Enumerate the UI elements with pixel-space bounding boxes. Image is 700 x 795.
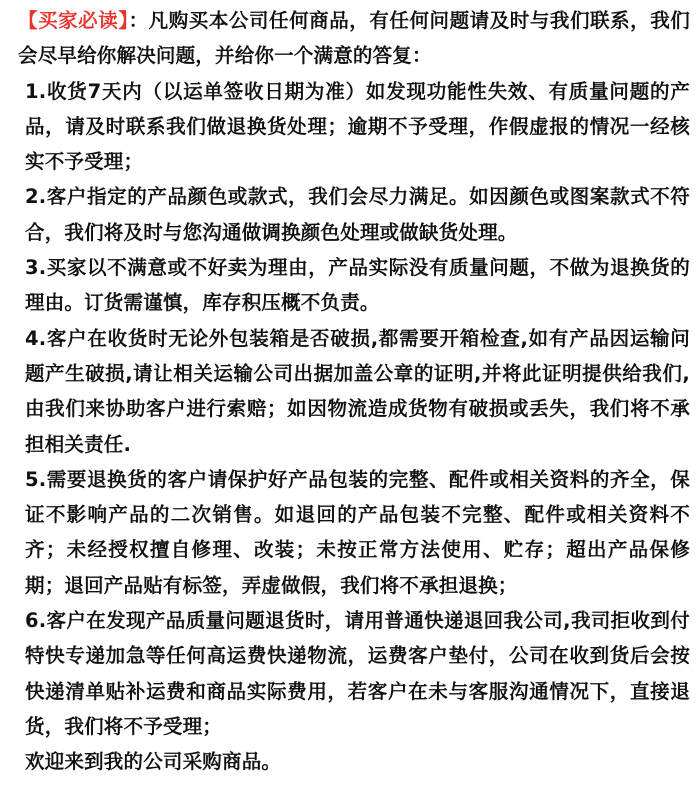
notice-intro xyxy=(18,3,690,74)
notice-closing: 欢迎来到我的公司采购商品。 xyxy=(25,750,282,774)
notice-item-1: 1.收货7天内（以运单签收日期为准）如发现功能性失效、有质量问题的产品，请及时联系我们做退换货处理；逾期不予受理，作假虚报的情况一经核实不予受理； xyxy=(25,79,690,174)
notice-item-5: 5.需要退换货的客户请保护好产品包装的完整、配件或相关资料的齐全，保证不影响产品的二次销售。如退回的产品包装不完整、配件或相关资料不齐；未经授权擅自修理、改装；未按正常方法使用、贮存；超出产品保修期；退回产品贴有标签，弄虚做假，我们将不承担退换； xyxy=(25,467,690,597)
notice-item-6: 6.客户在发现产品质量问题退货时，请用普通快递退回我公司,我司拒收到付特快专递加急等任何高运费快递物流，运费客户垫付，公司在收到货后会按快递清单贴补运费和商品实际费用，若客户在未与客服沟通情况下，直接退货，我们将不予受理； xyxy=(25,609,690,738)
notice-item-2: 2.客户指定的产品颜色或款式，我们会尽力满足。如因颜色或图案款式不符合，我们将及时与您沟通做调换颜色处理或做缺货处理。 xyxy=(25,185,690,244)
title-close-bracket: 】 xyxy=(118,9,129,32)
title-open-bracket: 【 xyxy=(18,9,39,32)
intro-text: ：凡购买本公司任何商品，有任何问题请及时与我们联系，我们会尽早给你解决问题，并给你一个满意的答复： xyxy=(18,9,690,68)
notice-item-4: 4.客户在收货时无论外包装箱是否破损,都需要开箱检查,如有产品因运输问题产生破损,请让相关运输公司出据加盖公章的证明,并将此证明提供给我们,由我们来协助客户进行索赔；如因物流造成货物有破损或丢失，我们将不承担相关责任. xyxy=(25,326,690,456)
notice-title: 买家必读 xyxy=(38,9,119,32)
notice-item-3: 3.买家以不满意或不好卖为理由，产品实际没有质量问题，不做为退换货的理由。订货需谨慎，库存积压概不负责。 xyxy=(25,256,690,315)
